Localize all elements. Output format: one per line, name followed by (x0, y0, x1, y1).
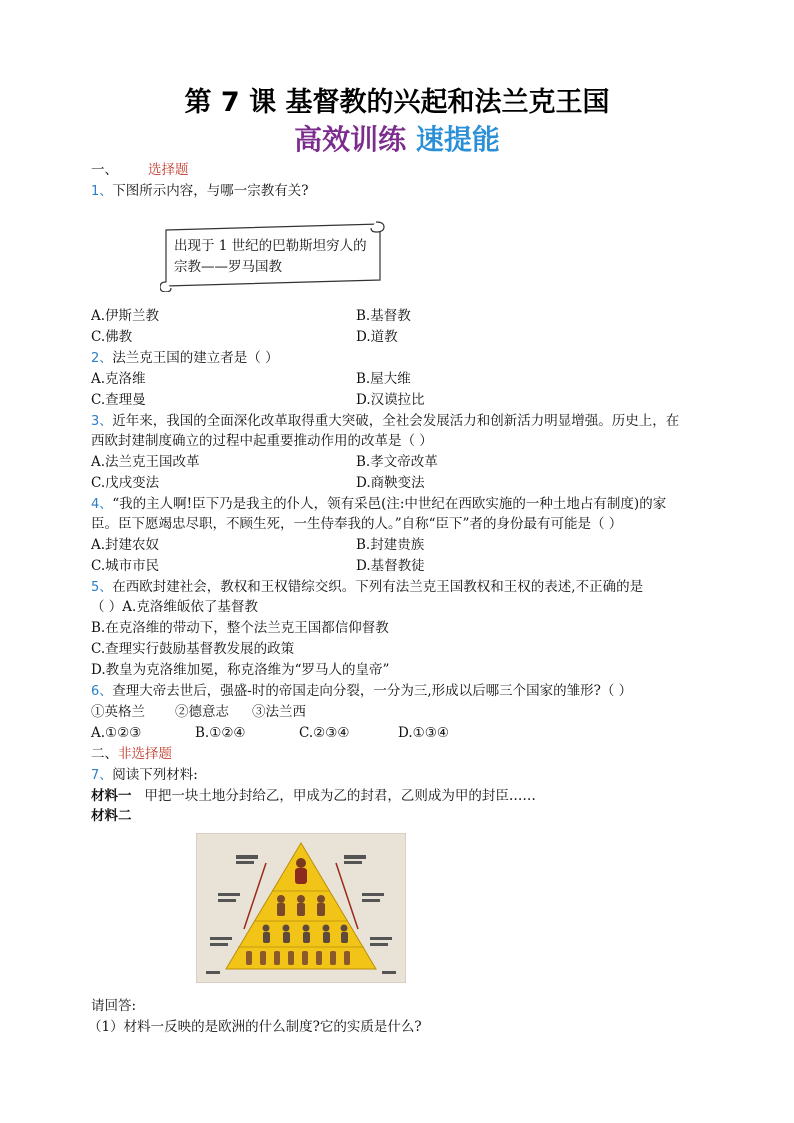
answer-prompt: 请回答: (91, 998, 137, 1014)
section-nonchoice-heading (91, 744, 172, 764)
q5-option-b: B.在克洛维的带动下，整个法兰克王国都信仰督教 (91, 620, 389, 636)
question-number: 5、 (91, 580, 113, 595)
material-label: 材料一 (91, 788, 132, 804)
question-6 (91, 681, 632, 702)
q6-item-2: ②德意志 (175, 704, 229, 720)
feudal-pyramid-image (196, 833, 406, 983)
q1-option-b: B.基督教 (356, 308, 411, 324)
q5-option-c: C.查理实行鼓励基督教发展的政策 (91, 641, 295, 657)
material-1 (91, 786, 536, 806)
question-2 (91, 348, 279, 369)
feudal-pyramid-icon (196, 833, 406, 983)
question-number: 6、 (91, 684, 113, 699)
question-4-cont: 臣。臣下愿竭忠尽职，不顾生死，一生侍奉我的人。”自称“臣下”者的身份最有可能是（ ） (91, 516, 623, 532)
question-text: 阅读下列材料: (112, 767, 198, 783)
sub-question-1: （1）材料一反映的是欧洲的什么制度?它的实质是什么? (88, 1019, 422, 1035)
q4-option-a: A.封建农奴 (91, 537, 160, 553)
page-subtitle (0, 118, 794, 158)
q2-option-d: D.汉谟拉比 (356, 392, 425, 408)
q2-option-a: A.克洛维 (91, 371, 146, 387)
q4-option-b: B.封建贵族 (356, 537, 425, 553)
q3-option-b: B.孝文帝改革 (356, 454, 438, 470)
question-number: 2、 (91, 351, 113, 366)
question-3 (91, 411, 679, 432)
q6-option-d: D.①③④ (398, 725, 449, 741)
question-text: “我的主人啊!臣下乃是我主的仆人，领有采邑(注:中世纪在西欧实施的一种土地占有制度)的家 (112, 496, 667, 512)
subtitle-part-a: 高效训练 (294, 123, 407, 156)
q3-option-d: D.商鞅变法 (356, 475, 425, 491)
material-2-label: 材料二 (91, 808, 132, 824)
section-choice-heading (91, 160, 189, 180)
q1-option-d: D.道教 (356, 329, 398, 345)
question-number: 1、 (91, 184, 113, 199)
q3-option-c: C.戊戌变法 (91, 475, 160, 491)
question-7 (91, 765, 198, 786)
q6-option-b: B.①②④ (195, 725, 246, 741)
material-text: 甲把一块土地分封给乙，甲成为乙的封君，乙则成为甲的封臣…… (144, 788, 536, 804)
question-text: 下图所示内容，与哪一宗教有关? (112, 183, 309, 199)
section-label: 非选择题 (118, 746, 172, 762)
question-5 (91, 577, 643, 598)
q2-option-b: B.屋大维 (356, 371, 411, 387)
section-number: 二、 (91, 746, 118, 762)
q5-option-d: D.教皇为克洛维加冕，称克洛维为“罗马人的皇帝” (91, 662, 390, 678)
q2-option-c: C.查理曼 (91, 392, 146, 408)
scroll-text: 出现于 1 世纪的巴勒斯坦穷人的宗教——罗马国教 (174, 238, 367, 275)
q3-option-a: A.法兰克王国改革 (91, 454, 200, 470)
question-text: 查理大帝去世后，强盛-时的帝国走向分裂，一分为三,形成以后哪三个国家的雏形?（ ） (112, 683, 633, 699)
q1-option-a: A.伊斯兰教 (91, 308, 160, 324)
q6-item-1: ①英格兰 (91, 704, 145, 720)
question-text: 近年来，我国的全面深化改革取得重大突破，全社会发展活力和创新活力明显增强。历史上，在 (112, 413, 680, 429)
question-3-cont: 西欧封建制度确立的过程中起重要推动作用的改革是（ ） (91, 433, 433, 449)
subtitle-part-b: 速提能 (415, 123, 500, 156)
question-text: 在西欧封建社会，教权和王权错综交织。下列有法兰克王国教权和王权的表述,不正确的是 (112, 579, 644, 595)
q6-item-3: ③法兰西 (252, 704, 306, 720)
section-number: 一、 (91, 162, 118, 178)
q4-option-c: C.城市市民 (91, 558, 160, 574)
question-number: 4、 (91, 497, 113, 512)
question-4 (91, 494, 666, 515)
question-1 (91, 181, 309, 202)
q6-option-a: A.①②③ (91, 725, 142, 741)
section-label: 选择题 (148, 162, 189, 178)
question-text: 法兰克王国的建立者是（ ） (112, 350, 279, 366)
q1-option-c: C.佛教 (91, 329, 133, 345)
question-number: 7、 (91, 768, 113, 783)
q6-option-c: C.②③④ (299, 725, 350, 741)
scroll-illustration (160, 220, 388, 292)
question-5-cont: （ ）A.克洛维皈依了基督教 (91, 599, 258, 615)
q4-option-d: D.基督教徒 (356, 558, 425, 574)
question-number: 3、 (91, 414, 113, 429)
page-title: 第 7 课 基督教的兴起和法兰克王国 (184, 87, 610, 118)
